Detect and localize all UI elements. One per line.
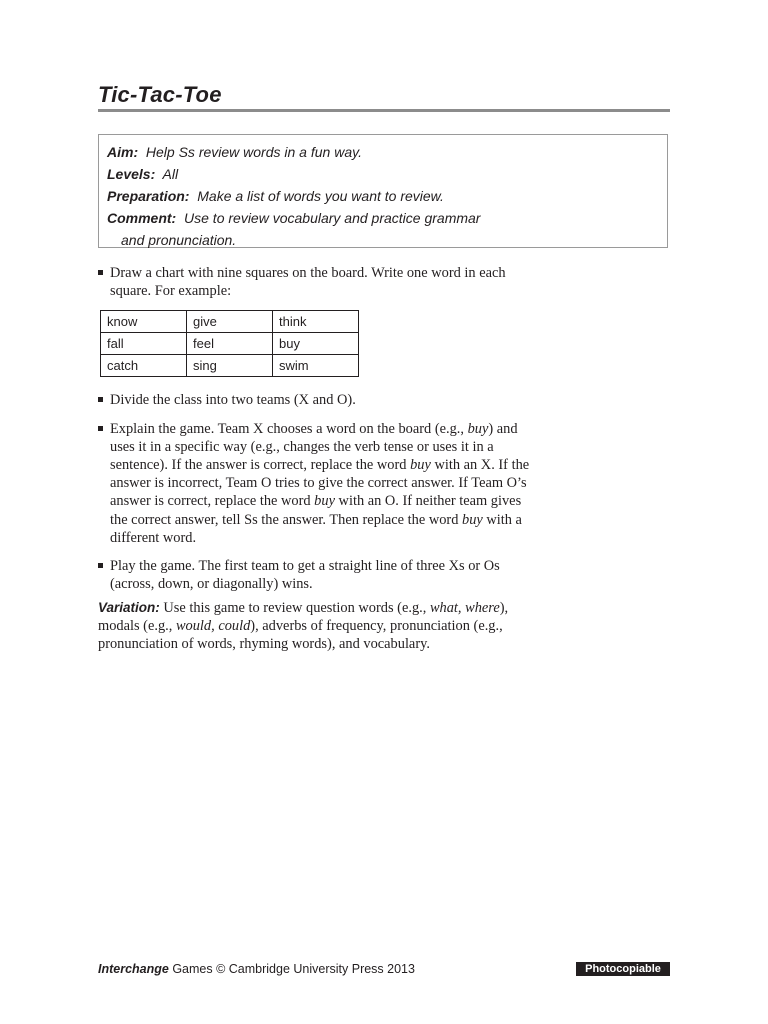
title-rule [98,109,670,112]
preparation-text: Make a list of words you want to review. [197,188,444,204]
variation-text-3: ), adverbs of frequency, pronunciation (e.g., pronunciation of words, rhyming words), and vocabulary. [98,618,503,653]
variation-paragraph [98,599,538,654]
info-box [98,134,668,248]
instruction-list [98,264,538,603]
instruction-step-2 [98,391,538,409]
footer-brand: Interchange [98,962,169,976]
step3-buy-3: buy [314,493,335,510]
instruction-step-3 [98,420,538,547]
step3-text-c: with an X. If the answer is incorrect, Team O tries to give the correct answer. If Team O’s answer is correct, replace the word [110,457,530,510]
preparation-label: Preparation: [107,188,190,204]
levels-text: All [162,166,179,182]
grid-cell: feel [187,333,273,355]
variation-label: Variation: [98,600,160,615]
bullet-square-icon [98,426,103,431]
aim-text: Help Ss review words in a fun way. [145,144,362,160]
step3-buy-1: buy [467,420,489,437]
variation-italic-1: what, where [429,600,500,616]
comment-text-1: Use to review vocabulary and practice grammar [184,210,481,226]
variation-text-1: Use this game to review question words (e.g., [159,600,430,616]
step3-text-d: with an O. If neither team gives the correct answer, tell Ss the answer. Then replace the word [110,493,522,528]
comment-text-2: and pronunciation. [121,232,237,248]
footer-credit [98,962,415,976]
step4-text: Play the game. The first team to get a straight line of three Xs or Os (across, down, or diagonally) wins. [110,558,500,593]
comment-label: Comment: [107,210,177,226]
comment-line-2 [107,229,659,251]
grid-cell: fall [101,333,187,355]
grid-row [101,311,359,333]
levels-label: Levels: [107,166,156,182]
grid-cell: know [101,311,187,333]
step3-buy-4: buy [462,511,483,528]
bullet-square-icon [98,563,103,568]
step1-line2: square. For example: [110,283,232,300]
step3-buy-2: buy [410,457,431,474]
aim-label: Aim: [107,144,139,160]
comment-line [107,207,659,229]
footer-text: Games © Cambridge University Press 2013 [168,962,415,976]
step2-text: Divide the class into two teams (X and O). [110,392,356,409]
word-grid [100,310,359,377]
step1-line1: Draw a chart with nine squares on the board. Write one word in each [110,265,506,281]
instruction-step-4 [98,557,538,593]
grid-cell: buy [273,333,359,355]
bullet-square-icon [98,270,103,275]
step3-text-a: Explain the game. Team X chooses a word on the board (e.g., [110,420,468,437]
grid-cell: give [187,311,273,333]
variation-italic-2: would, could [175,618,251,635]
grid-cell: swim [273,355,359,377]
grid-cell: sing [187,355,273,377]
bullet-square-icon [98,397,103,402]
grid-cell: catch [101,355,187,377]
variation-text-2: ), modals (e.g., [98,600,509,635]
levels-line [107,163,659,185]
grid-row [101,333,359,355]
photocopiable-badge: Photocopiable [576,962,670,976]
aim-line [107,141,659,163]
grid-row [101,355,359,377]
step3-text-b: ) and uses it in a specific way (e.g., changes the verb tense or uses it in a sentence). If the answer is correct, replace the word [110,420,518,474]
instruction-step-1 [98,264,538,300]
step3-text-e: with a different word. [110,511,522,546]
preparation-line [107,185,659,207]
page-title: Tic-Tac-Toe [98,82,222,107]
grid-cell: think [273,311,359,333]
